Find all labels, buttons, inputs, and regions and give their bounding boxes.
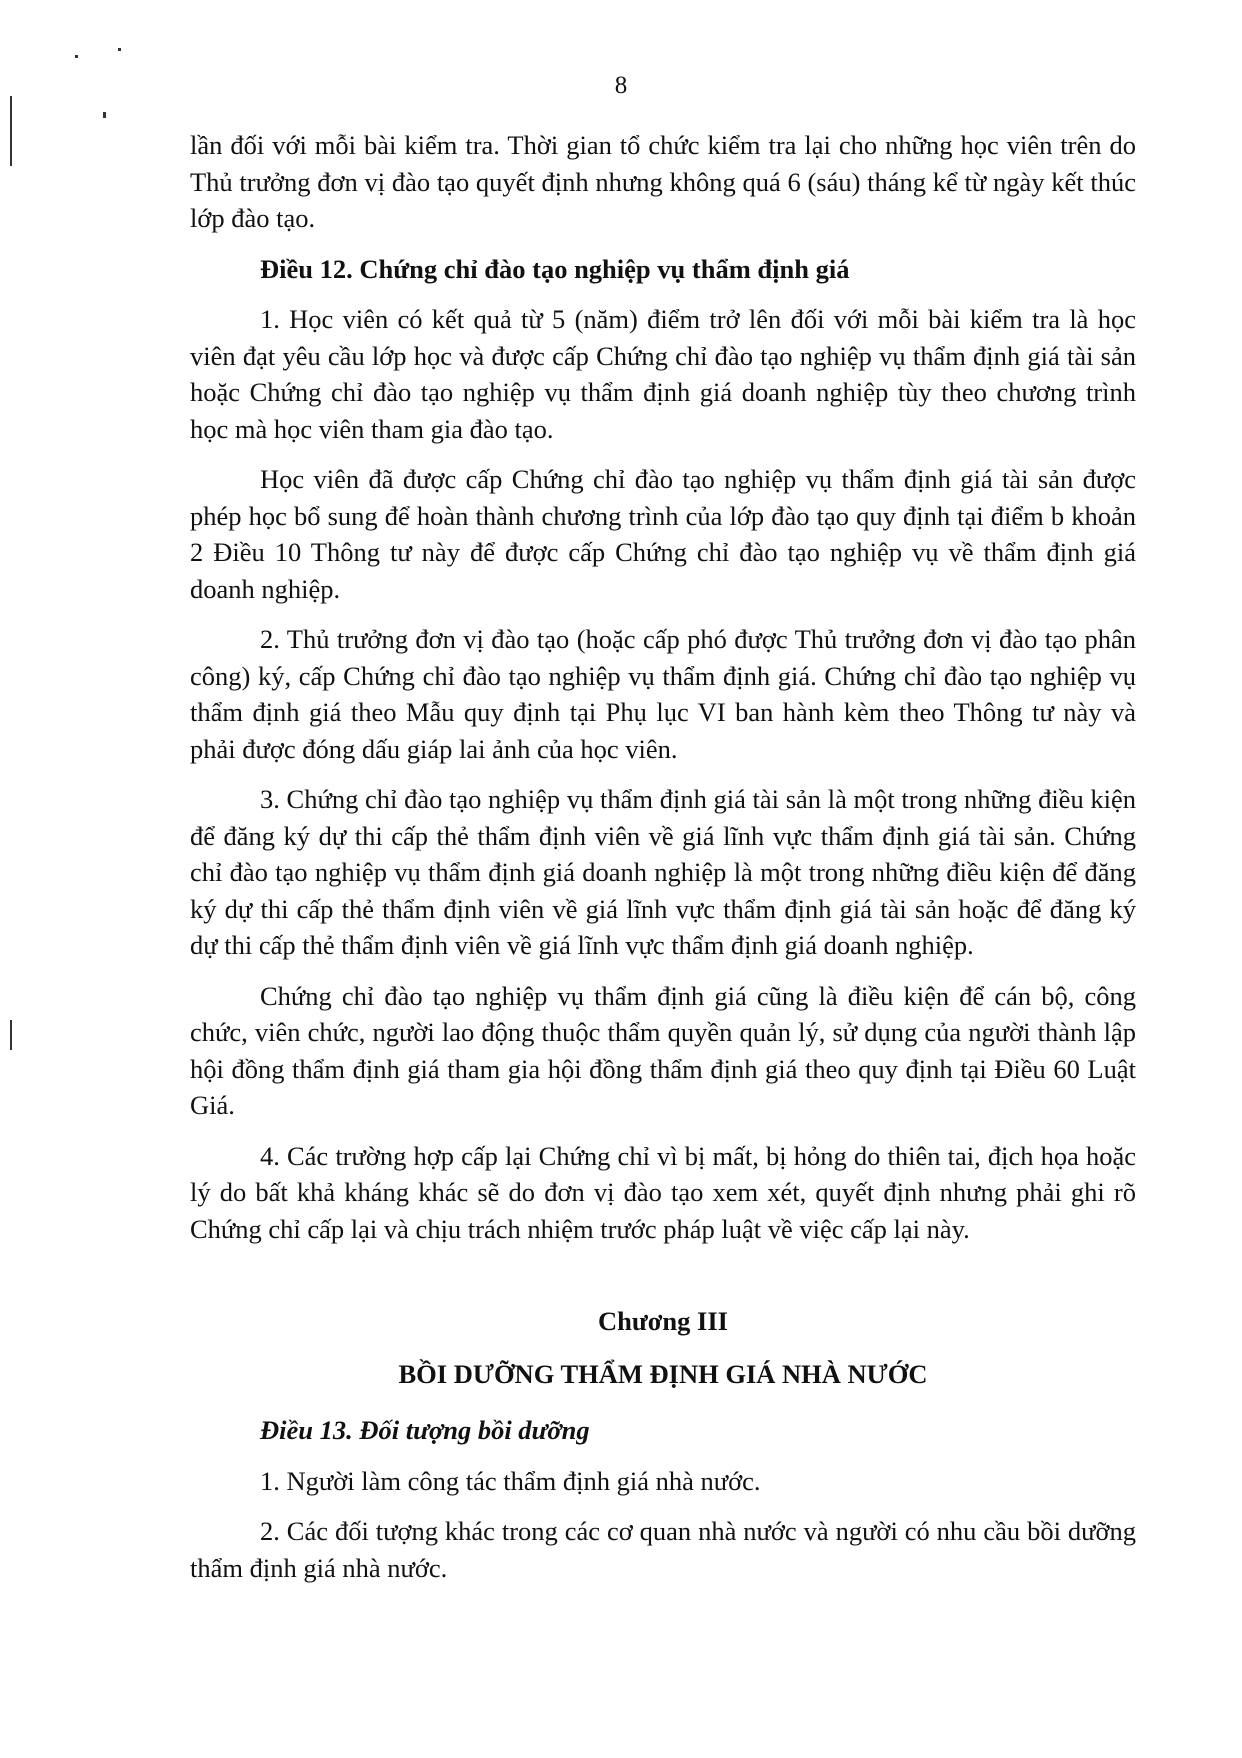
article-12-paragraph-4: 3. Chứng chỉ đào tạo nghiệp vụ thẩm định giá tài sản là một trong những điều kiện để đăng ký dự thi cấp thẻ thẩm định viên về giá lĩnh vực thẩm định giá tài sản. Chứng chỉ đào tạo nghiệp vụ thẩm định giá doanh nghiệp là một trong những điều kiện để đăng ký dự thi cấp thẻ thẩm định viên về giá lĩnh vực thẩm định giá tài sản hoặc để đăng ký dự thi cấp thẻ thẩm định viên về giá lĩnh vực thẩm định giá doanh nghiệp. [190, 784, 1136, 960]
paragraph-continuation: lần đối với mỗi bài kiểm tra. Thời gian tổ chức kiểm tra lại cho những học viên trên do Thủ trưởng đơn vị đào tạo quyết định nhưng không quá 6 (sáu) tháng kể từ ngày kết thúc lớp đào tạo. [190, 130, 1136, 233]
scan-artifact [75, 55, 78, 58]
chapter-header [190, 1303, 1136, 1392]
chapter-title: Chương III [597, 1306, 728, 1336]
article-12-paragraph-3: 2. Thủ trưởng đơn vị đào tạo (hoặc cấp phó được Thủ trưởng đơn vị đào tạo phân công) ký, cấp Chứng chỉ đào tạo nghiệp vụ thẩm định giá. Chứng chỉ đào tạo nghiệp vụ thẩm định giá theo Mẫu quy định tại Phụ lục VI ban hành kèm theo Thông tư này và phải được đóng dấu giáp lai ảnh của học viên. [190, 624, 1136, 764]
article-13-paragraph-2: 2. Các đối tượng khác trong các cơ quan nhà nước và người có nhu cầu bồi dưỡng thẩm định giá nhà nước. [190, 1516, 1136, 1583]
article-12-paragraph-6: 4. Các trường hợp cấp lại Chứng chỉ vì bị mất, bị hỏng do thiên tai, địch họa hoặc lý do bất khả kháng khác sẽ do đơn vị đào tạo xem xét, quyết định nhưng phải ghi rõ Chứng chỉ cấp lại và chịu trách nhiệm trước pháp luật về việc cấp lại này. [190, 1140, 1136, 1244]
article-12-paragraph-2: Học viên đã được cấp Chứng chỉ đào tạo nghiệp vụ thẩm định giá tài sản được phép học bổ sung để hoàn thành chương trình của lớp đào tạo quy định tại điểm b khoản 2 Điều 10 Thông tư này để được cấp Chứng chỉ đào tạo nghiệp vụ về thẩm định giá doanh nghiệp. [190, 464, 1136, 604]
article-13-paragraph-1: 1. Người làm công tác thẩm định giá nhà nước. [260, 1465, 761, 1496]
chapter-subtitle: BỒI DƯỠNG THẨM ĐỊNH GIÁ NHÀ NƯỚC [398, 1358, 928, 1389]
scan-artifact [118, 48, 121, 51]
scan-artifact [10, 1020, 12, 1050]
document-body [190, 127, 1136, 1600]
page-number: 8 [614, 72, 628, 99]
article-12-paragraph-1: 1. Học viên có kết quả từ 5 (năm) điểm trở lên đối với mỗi bài kiểm tra là học viên đạt yêu cầu lớp học và được cấp Chứng chỉ đào tạo nghiệp vụ thẩm định giá tài sản hoặc Chứng chỉ đào tạo nghiệp vụ thẩm định giá doanh nghiệp tùy theo chương trình học mà học viên tham gia đào tạo. [190, 304, 1136, 444]
article-13-heading: Điều 13. Đối tượng bồi dưỡng [260, 1415, 590, 1445]
article-12-heading: Điều 12. Chứng chỉ đào tạo nghiệp vụ thẩm định giá [260, 253, 850, 284]
article-12-paragraph-5: Chứng chỉ đào tạo nghiệp vụ thẩm định giá cũng là điều kiện để cán bộ, công chức, viên chức, người lao động thuộc thẩm quyền quản lý, sử dụng của người thành lập hội đồng thẩm định giá tham gia hội đồng thẩm định giá theo quy định tại Điều 60 Luật Giá. [190, 980, 1136, 1120]
scan-artifact [10, 96, 12, 166]
scan-artifact [103, 112, 106, 118]
